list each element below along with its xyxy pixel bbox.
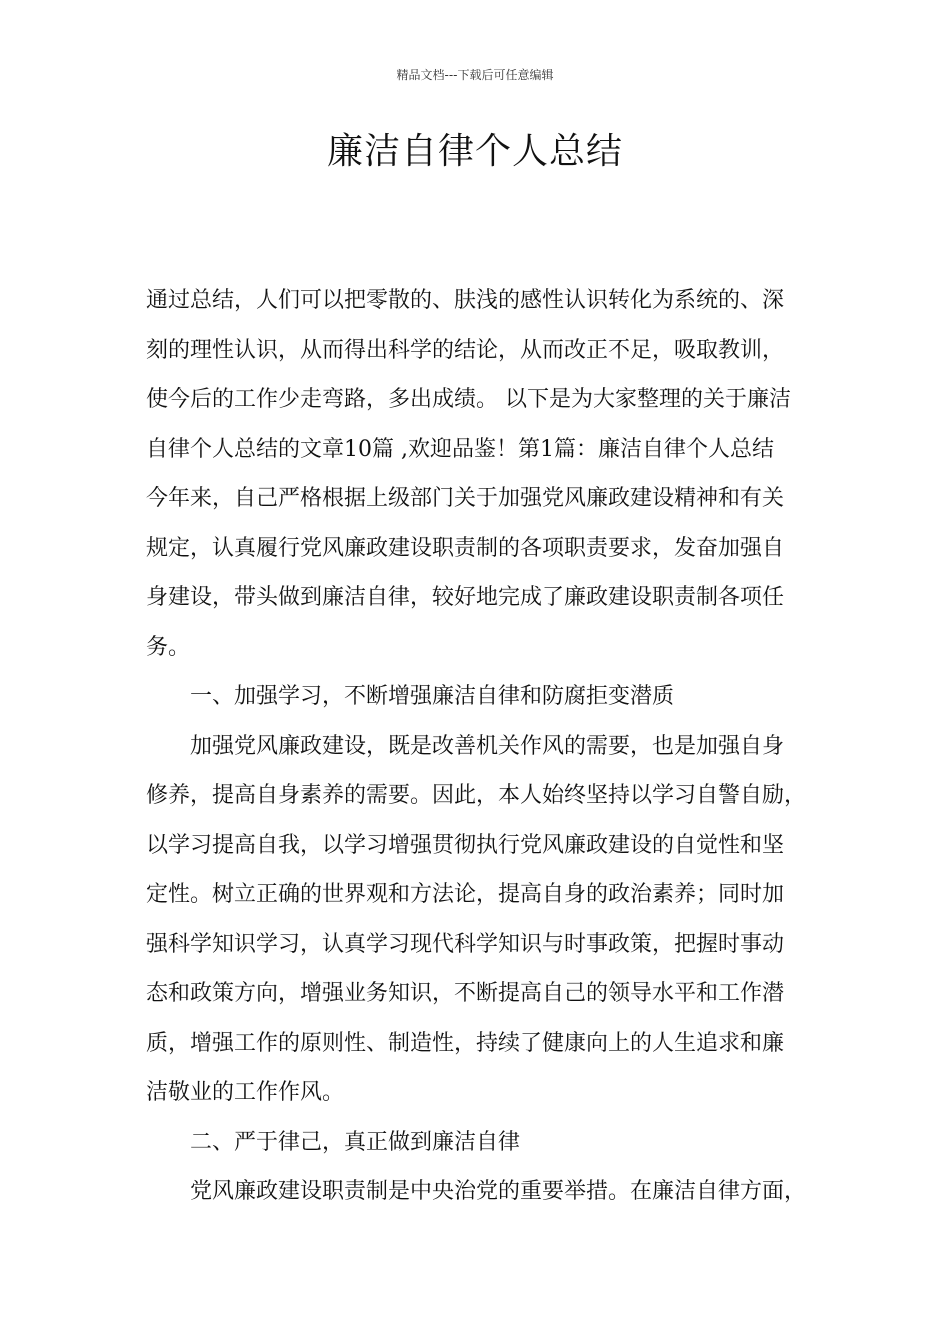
body-line: 身建设，带头做到廉洁自律，较好地完成了廉政建设职责制各项任 <box>146 585 785 610</box>
body-line: 质，增强工作的原则性、制造性，持续了健康向上的人生追求和廉 <box>146 1030 785 1056</box>
body-line: 使今后的工作少走弯路，多出成绩。 以下是为大家整理的关于廉洁 <box>146 387 791 412</box>
body-line: 洁敬业的工作作风。 <box>146 1080 345 1105</box>
body-line: 定性。树立正确的世界观和方法论，提高自身的政治素养；同时加 <box>146 882 785 907</box>
document-title: 廉洁自律个人总结 <box>326 131 623 172</box>
body-line: 务。 <box>146 634 191 660</box>
body-line: 自律个人总结的文章10篇 ,欢迎品鉴！第1篇：廉洁自律个人总结 <box>146 436 774 462</box>
body-line: 修养，提高自身素养的需要。因此，本人始终坚持以学习自警自励， <box>146 783 807 808</box>
body-line: 态和政策方向，增强业务知识，不断提高自己的领导水平和工作潜 <box>146 981 785 1006</box>
body-line: 规定，认真履行党风廉政建设职责制的各项职责要求，发奋加强自 <box>146 535 785 561</box>
body-line: 加强党风廉政建设，既是改善机关作风的需要，也是加强自身 <box>190 733 785 759</box>
body-line: 今年来，自己严格根据上级部门关于加强党风廉政建设精神和有关 <box>146 486 785 511</box>
section-heading: 一、加强学习，不断增强廉洁自律和防腐拒变潜质 <box>190 684 675 709</box>
body-line: 刻的理性认识，从而得出科学的结论，从而改正不足，吸取教训， <box>146 337 785 363</box>
section-heading: 二、严于律己，真正做到廉洁自律 <box>190 1129 521 1155</box>
document-body <box>146 276 822 1217</box>
body-line: 党风廉政建设职责制是中央治党的重要举措。在廉洁自律方面， <box>190 1179 807 1204</box>
body-line: 通过总结，人们可以把零散的、肤浅的感性认识转化为系统的、深 <box>146 288 785 313</box>
header-note: 精品文档---下载后可任意编辑 <box>396 68 554 82</box>
body-line: 以学习提高自我，以学习增强贯彻执行党风廉政建设的自觉性和坚 <box>146 832 785 858</box>
body-line: 强科学知识学习，认真学习现代科学知识与时事政策，把握时事动 <box>146 931 785 957</box>
